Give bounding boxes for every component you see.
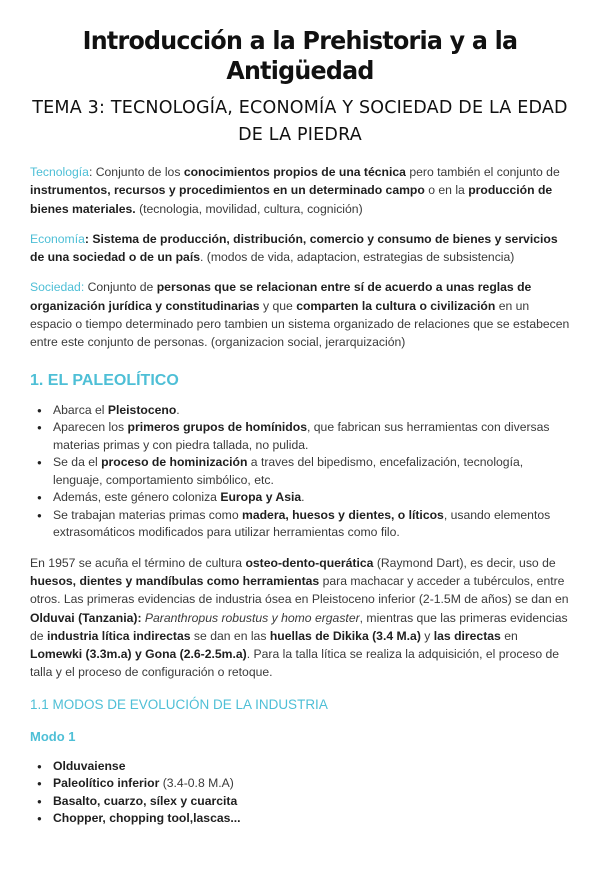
list-item: [53, 775, 570, 793]
bold-run: personas que se relacionan entre sí de acuerdo a unas reglas de organización jurídica y constitudinarias: [30, 280, 532, 313]
bold-run: industria lítica indirectas: [46, 628, 191, 643]
section-heading-paleolitico: 1. EL PALEOLÍTICO: [30, 371, 179, 389]
text-run: Se trabajan materias primas como: [53, 507, 242, 522]
bold-run: Chopper, chopping tool,lascas...: [53, 811, 241, 826]
text-run: en: [500, 628, 518, 643]
modo1-bullet-list: [30, 758, 570, 828]
text-run: para machacar y acceder a tubérculos, entre otros. Las primeras evidencias de industria ósea en Pleistoceno inferior (2-1.5M de años) se dan en: [30, 573, 569, 607]
text-run: . Para la talla lítica se realiza la adquisición, el proceso de talla y el proceso de configuración o retoque.: [30, 647, 560, 680]
list-item: [53, 402, 570, 420]
text-run: .: [301, 490, 305, 505]
text-run: Abarca el: [53, 402, 108, 417]
bold-run: Pleistoceno: [107, 402, 177, 417]
list-item: [53, 454, 570, 489]
bold-run: Olduvai (Tanzania):: [30, 610, 142, 625]
bold-run: : Sistema de producción, distribución, comercio y consumo de bienes y servicios de una sociedad o de un país: [30, 231, 558, 265]
text-run: : Conjunto de los: [88, 165, 184, 179]
bold-run: huellas de Dikika (3.4 M.a): [269, 628, 421, 643]
text-run: a traves del bipedismo, encefalización, tecnología, lenguaje, comportamiento simbólico, etc.: [53, 455, 524, 487]
document-page: [0, 26, 600, 874]
paleolitico-bullet-list: [30, 402, 570, 542]
bold-run: conocimientos propios de una técnica: [183, 165, 406, 179]
bold-run: osteo-dento-querática: [245, 555, 374, 570]
text-run: y: [420, 628, 434, 643]
text-run: Conjunto de: [84, 280, 157, 295]
bold-run: Olduvaiense: [53, 758, 126, 773]
text-run: se dan en las: [190, 628, 270, 643]
section-heading-modos: 1.1 MODOS DE EVOLUCIÓN DE LA INDUSTRIA: [30, 696, 328, 712]
list-item: [53, 507, 570, 542]
text-run: en un espacio o tiempo determinado pero tambien un sistema organizado de relaciones que se estabecen entre este conjunto de personas. (organizacion social, jerarquización): [30, 298, 570, 350]
italic-run: Paranthropus robustus y homo ergaster: [141, 610, 360, 625]
bold-run: Lomewki (3.3m.a) y Gona (2.6-2.5m.a): [30, 647, 247, 662]
text-run: En 1957 se acuña el término de cultura: [30, 555, 246, 570]
text-run: (tecnologia, movilidad, cultura, cognición): [135, 201, 363, 216]
bold-run: las directas: [433, 628, 501, 643]
list-item: [53, 793, 570, 811]
definition-label: Economía: [30, 231, 85, 246]
list-item: [53, 758, 570, 776]
text-run: .: [176, 402, 180, 417]
bold-run: huesos, dientes y mandíbulas como herramientas: [30, 573, 320, 588]
bold-run: Basalto, cuarzo, sílex y cuarcita: [53, 793, 238, 808]
document-subtitle: TEMA 3: TECNOLOGÍA, ECONOMÍA Y SOCIEDAD DE LA EDAD DE LA PIEDRA: [32, 98, 568, 145]
bold-run: proceso de hominización: [101, 455, 248, 470]
text-run: (Raymond Dart), es decir, uso de: [373, 555, 556, 570]
subsection-heading-modo1: Modo 1: [30, 728, 76, 744]
bold-run: Paleolítico inferior: [53, 776, 160, 791]
bold-run: Europa y Asia: [220, 490, 302, 505]
text-run: Aparecen los: [53, 420, 128, 435]
definition-economia: [30, 230, 570, 267]
bold-run: primeros grupos de homínidos: [127, 420, 307, 435]
text-run: , mientras que las primeras evidencias de: [30, 610, 568, 643]
definition-sociedad: [30, 278, 570, 351]
definition-label: Sociedad:: [30, 280, 85, 295]
list-item: [53, 810, 570, 828]
text-run: y que: [259, 298, 297, 313]
list-item: [53, 489, 570, 507]
bold-run: comparten la cultura o civilización: [296, 298, 496, 313]
text-run: pero también el conjunto de: [405, 165, 560, 179]
paleolitico-paragraph: [30, 554, 570, 682]
bold-run: instrumentos, recursos y procedimientos en un determinado campo: [30, 183, 425, 198]
list-item: [53, 419, 570, 454]
text-run: Se da el: [53, 455, 102, 470]
document-title: Introducción a la Prehistoria y a la Antigüedad: [82, 26, 518, 85]
text-run: o en la: [424, 183, 469, 198]
text-run: Además, este género coloniza: [53, 490, 221, 505]
bold-run: producción de bienes materiales.: [30, 183, 553, 216]
text-run: , que fabrican sus herramientas con diversas materias primas y con piedra tallada, no pulida.: [53, 420, 550, 452]
text-run: , usando elementos extrasomáticos modificados para utilizar herramientas como filo.: [53, 507, 551, 540]
text-run: (3.4-0.8 M.A): [159, 776, 234, 791]
definition-tecnologia: [30, 163, 570, 218]
bold-run: madera, huesos y dientes, o líticos: [241, 507, 444, 522]
text-run: . (modos de vida, adaptacion, estrategias de subsistencia): [199, 250, 515, 265]
definition-label: Tecnología: [30, 165, 89, 179]
